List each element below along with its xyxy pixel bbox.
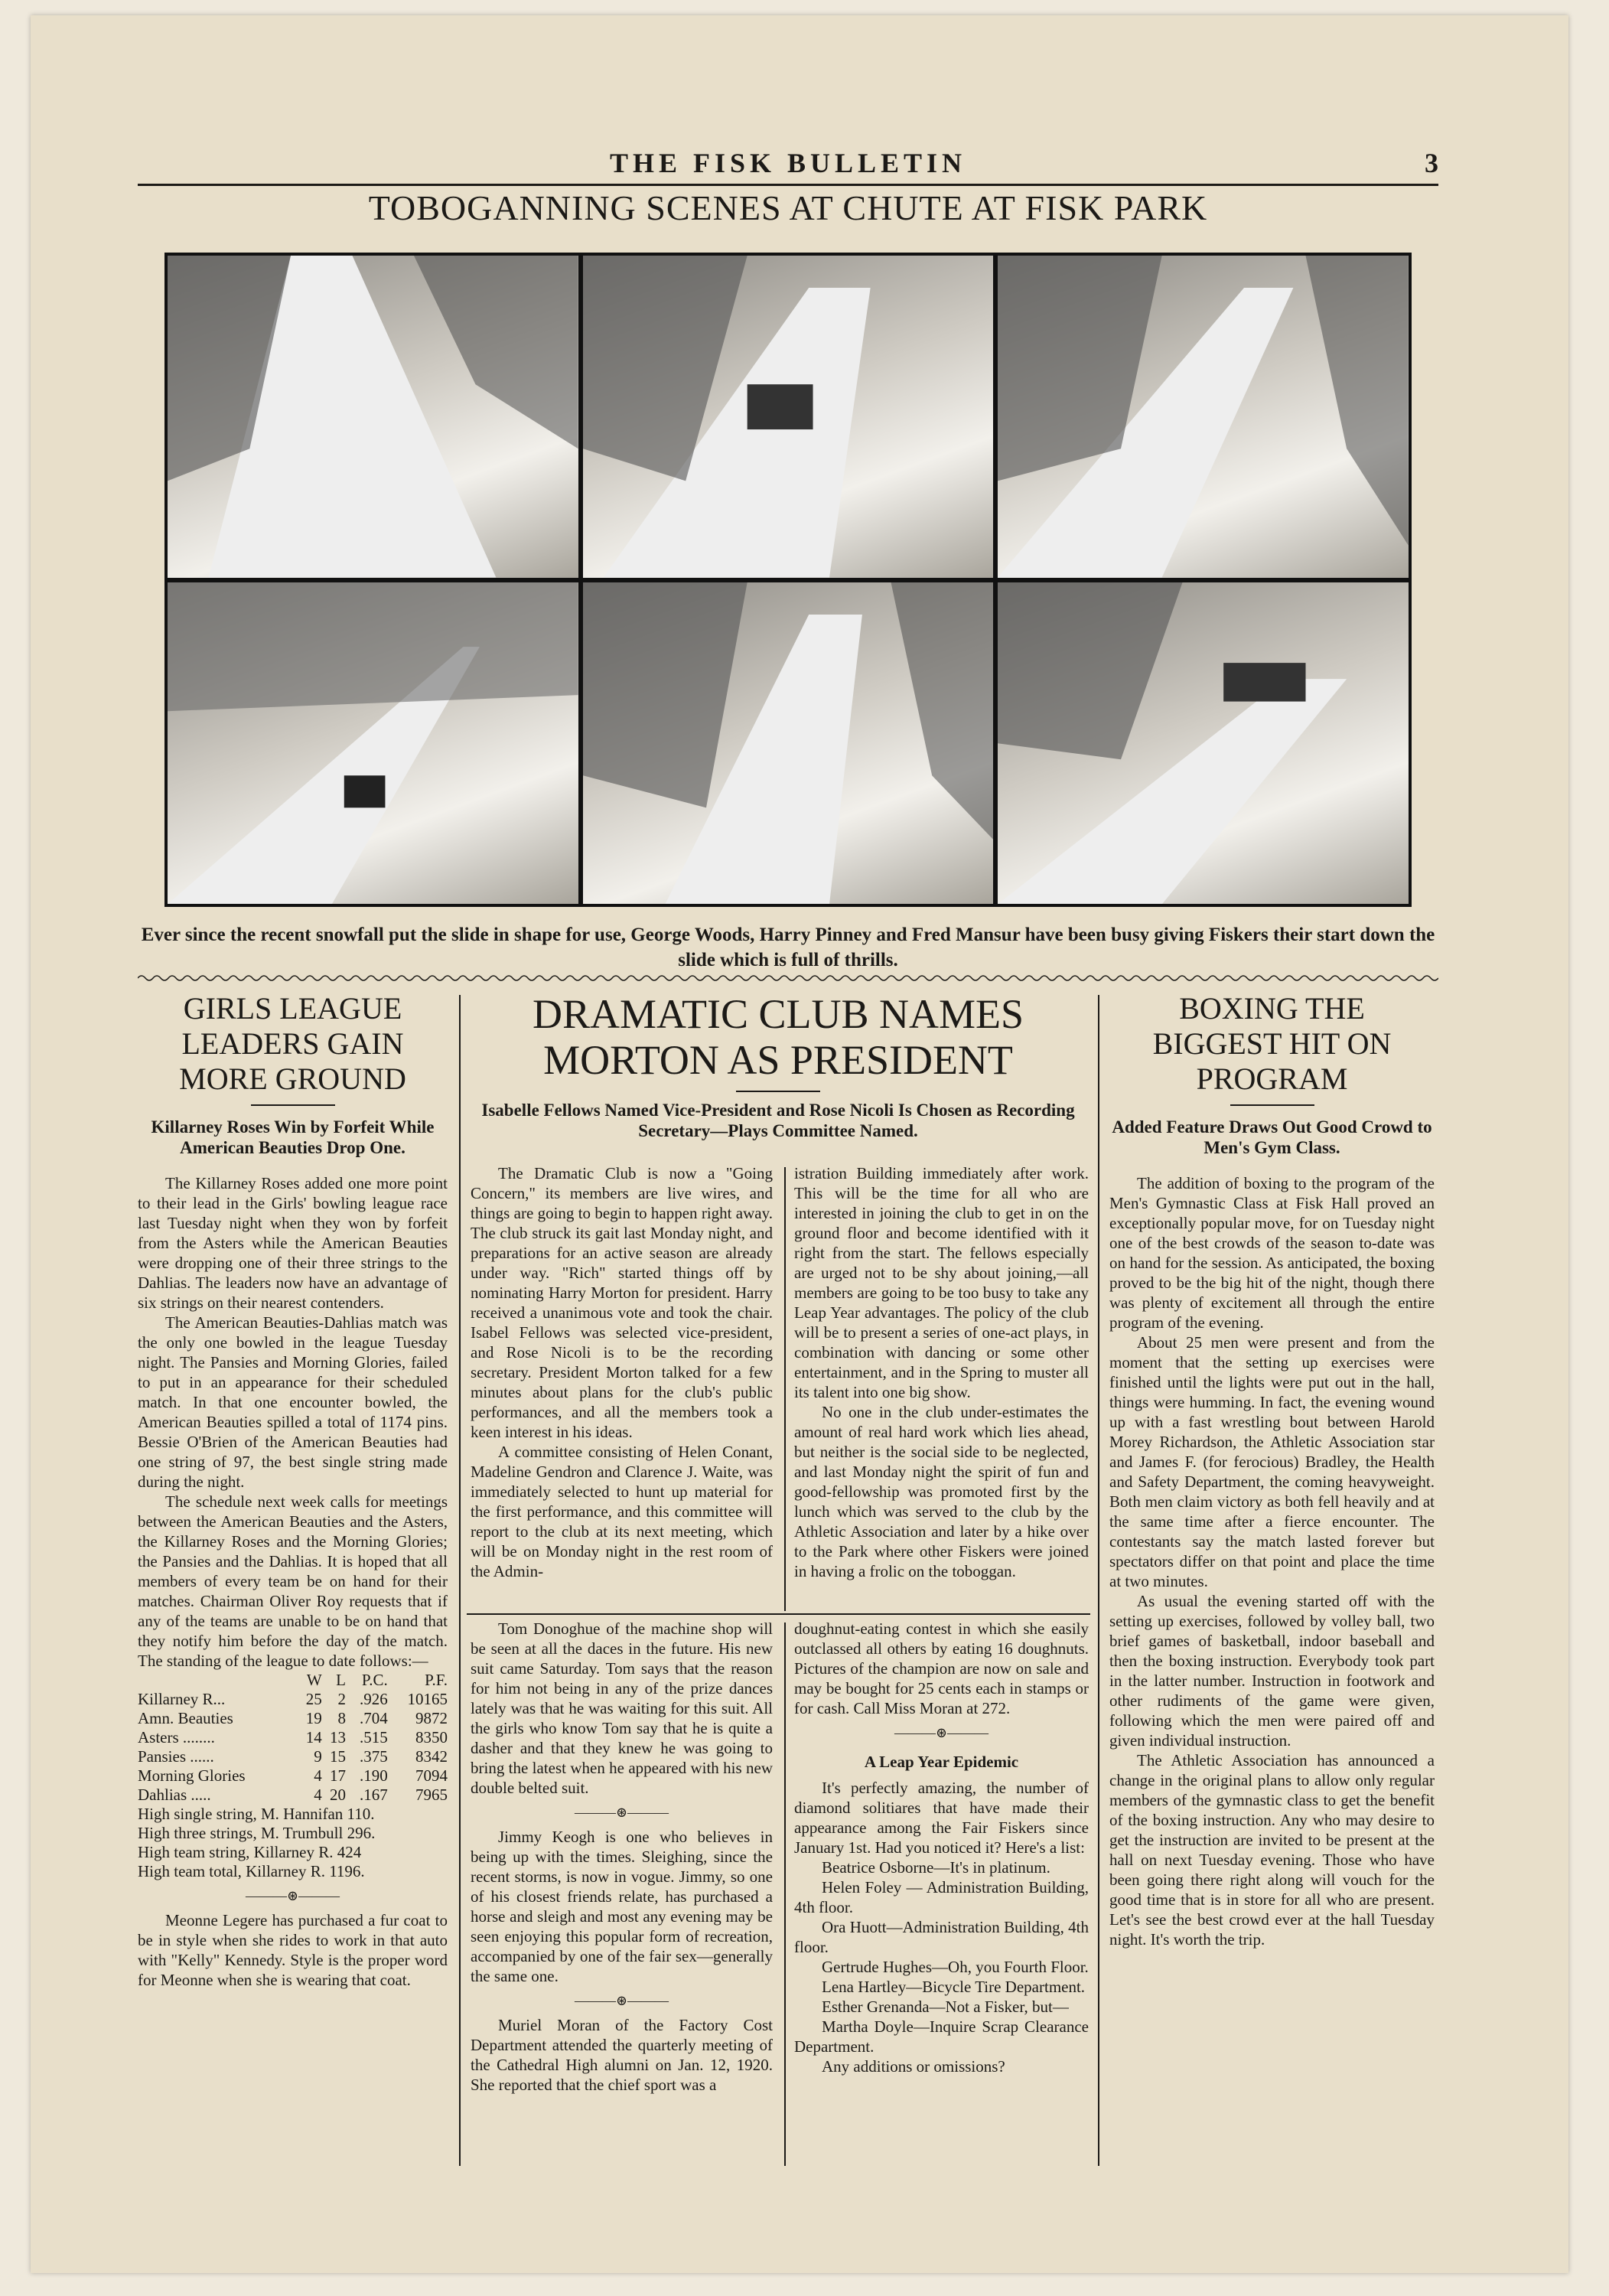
list-item: Martha Doyle—Inquire Scrap Clearance Department.: [794, 2017, 1089, 2056]
toboggan-photo: [168, 582, 578, 905]
cell: 8342: [415, 1747, 448, 1766]
standings-header: L: [336, 1671, 346, 1689]
table-row: [138, 1766, 448, 1786]
lower-center-column-a: [471, 1619, 773, 2095]
right-column: [1109, 991, 1435, 1949]
toboggan-photo: [583, 256, 994, 578]
table-row: [138, 1709, 448, 1728]
team-name: Morning Glories: [138, 1766, 246, 1785]
team-name: Dahlias .....: [138, 1786, 211, 1804]
cell: 17: [330, 1766, 346, 1785]
table-row: [138, 1690, 448, 1709]
column-rule: [784, 1167, 786, 1611]
team-name: Killarney R...: [138, 1690, 226, 1708]
cell: 13: [330, 1728, 346, 1746]
paragraph: The Dramatic Club is now a "Going Concern," its members are live wires, and things are going to begin to happen right away. The club struck its gait last Monday night, and preparations for an active season are already under way. "Rich" started things off by nominating Harry Morton for president. Harry received a unanimous vote and took the chair. Isabel Fellows was selected vice-president, and Rose Nicoli is to be the recording secretary. President Morton talked for a few minutes about plans for the club's public performances, and all the members took a keen interest in his ideas.: [471, 1164, 773, 1441]
column-rule: [784, 1623, 786, 2166]
paragraph: Muriel Moran of the Factory Cost Department attended the quarterly meeting of the Cathedral High alumni on Jan. 12, 1920. She reported that the chief sport was a: [471, 2016, 773, 2094]
right-subhead: Added Feature Draws Out Good Crowd to Men's Gym Class.: [1112, 1117, 1432, 1157]
right-headline: BOXING THE BIGGEST HIT ON PROGRAM: [1152, 991, 1392, 1096]
leap-year-title: A Leap Year Epidemic: [864, 1753, 1019, 1771]
cell: 7965: [415, 1786, 448, 1804]
paragraph: The schedule next week calls for meetings between the American Beauties and the Asters, the Killarney Roses and the Morning Glories; the Pansies and the Dahlias. It is hoped that all members of every team be on hand for their matches. Chairman Oliver Roy requests that if any of the teams are unable to be on hand that they notify him before the day of the match. The standing of the league to date follows:—: [138, 1492, 448, 1670]
paragraph: A committee consisting of Helen Conant, Madeline Gendron and Clarence J. Waite, was immediately selected to hunt up material for the first performance, and this committee will report to the club at its next meeting, which will be on Monday night in the rest room of the Admin-: [471, 1443, 773, 1580]
paragraph: The Killarney Roses added one more point to their lead in the Girls' bowling league race last Tuesday night when they won by forfeit from the Asters while the American Beauties were dropping one of their three strings to the Dahlias. The leaders now have an advantage of six strings on their nearest contenders.: [138, 1174, 448, 1312]
divider-ornament: ———⊛———: [574, 1805, 669, 1820]
center-column-b: [794, 1163, 1089, 1581]
center-column-a: [471, 1163, 773, 1581]
divider-ornament: ———⊛———: [894, 1725, 989, 1740]
cell: 4: [314, 1786, 322, 1804]
cell: 19: [305, 1709, 322, 1727]
divider-ornament: ———⊛———: [574, 1993, 669, 2008]
cell: 8: [337, 1709, 346, 1727]
short-rule: [736, 1091, 820, 1092]
paragraph: About 25 men were present and from the moment that the setting up exercises were finished until the lights were put out in the hall, things were humming. In fact, the evening wound up with a fast wrestling bout between Harold Morey Richardson, the Athletic Association star and James F. (for ferocious) Bradley, the Health and Safety Department, the coming heavyweight. Both men claim victory as both fell heavily and at the same time after a fierce encounter. The contestants say the match lasted forever but spectators differ on that point and place the time at two minutes.: [1109, 1333, 1435, 1590]
short-rule: [1230, 1104, 1314, 1106]
cell: .515: [360, 1728, 388, 1746]
left-subhead: Killarney Roses Win by Forfeit While American Beauties Drop One.: [151, 1117, 435, 1157]
toboggan-photo: [998, 582, 1409, 905]
standings-header: P.C.: [361, 1671, 388, 1689]
divider-ornament: ———⊛———: [245, 1888, 340, 1903]
cell: .190: [360, 1766, 388, 1785]
wavy-divider: [138, 974, 1438, 983]
short-rule: [251, 1104, 335, 1106]
paragraph: Jimmy Keogh is one who believes in being up with the times. Sleighing, since the recent storms, is now in vogue. Jimmy, so one of his closest friends relate, has purchased a horse and sleigh and most any evening may be seen enjoying this popular form of recreation, accompanied by one of the fair sex—generally the same one.: [471, 1828, 773, 1985]
photo-caption: Ever since the recent snowfall put the slide in shape for use, George Woods, Harry Pinney and Fred Mansur have been busy giving Fiskers their start down the slide which is full of thrills.: [141, 925, 1435, 970]
toboggan-photo: [168, 256, 578, 578]
publication-title: THE FISK BULLETIN: [609, 148, 967, 178]
paragraph: doughnut-eating contest in which she easily outclassed all others by eating 16 doughnuts. Pictures of the champion are now on sale and may be bought for 25 cents each in stamps or for cash. Call Miss Moran at 272.: [794, 1619, 1089, 1717]
team-name: Asters ........: [138, 1728, 215, 1746]
cell: 9872: [415, 1709, 448, 1727]
list-item: Ora Huott—Administration Building, 4th floor.: [794, 1918, 1089, 1956]
standings-header: P.F.: [425, 1671, 448, 1689]
cell: .167: [360, 1786, 388, 1804]
cell: 7094: [415, 1766, 448, 1785]
list-item: Lena Hartley—Bicycle Tire Department.: [822, 1978, 1086, 1996]
team-name: Pansies ......: [138, 1747, 214, 1766]
table-row: [138, 1747, 448, 1766]
list-item: Beatrice Osborne—It's in platinum.: [822, 1858, 1050, 1877]
page-number: 3: [1425, 148, 1438, 178]
cell: .375: [360, 1747, 388, 1766]
cell: 8350: [415, 1728, 448, 1746]
masthead: [138, 145, 1438, 186]
toboggan-photo: [583, 582, 994, 905]
paragraph: As usual the evening started off with the setting up exercises, followed by volley ball, two brief games of basketball, indoor baseball and then the boxing instruction. Everybody took part in the latter number. Instruction in footwork and other rudiments of the game were given, following which the men were paired off and given individual instruction.: [1109, 1592, 1435, 1750]
left-column: [138, 991, 448, 1990]
column-rule: [1098, 995, 1099, 2166]
center-headline: DRAMATIC CLUB NAMES MORTON AS PRESIDENT: [532, 991, 1024, 1083]
paragraph: The American Beauties-Dahlias match was the only one bowled in the league Tuesday night. The Pansies and Morning Glories, failed to put in an appearance for their scheduled match. In that one encounter bowled, the American Beauties spilled a total of 1174 pins. Bessie O'Brien of the American Beauties had one string of 97, the best single string made during the night.: [138, 1313, 448, 1491]
cell: 4: [314, 1766, 322, 1785]
photo-grid: [164, 253, 1412, 907]
cell: 9: [314, 1747, 322, 1766]
cell: 10165: [407, 1690, 448, 1708]
cell: 15: [330, 1747, 346, 1766]
league-record: High team total, Killarney R. 1196.: [138, 1862, 365, 1880]
paragraph: Meonne Legere has purchased a fur coat to be in style when she rides to work in that auto with "Kelly" Kennedy. Style is the proper word for Meonne when she is wearing that coat.: [138, 1911, 448, 1989]
list-item: Helen Foley — Administration Building, 4th floor.: [794, 1878, 1089, 1916]
paragraph: The addition of boxing to the program of the Men's Gymnastic Class at Fisk Hall proved an exceptionally popular move, for on Tuesday night one of the best crowds of the season to-date was on hand for the session. As anticipated, the boxing proved to be the big hit of the night, though there was plenty of excitement all through the entire program of the evening.: [1109, 1174, 1435, 1332]
lower-center-column-b: [794, 1619, 1089, 2076]
paragraph: The Athletic Association has announced a change in the original plans to allow only regular members of the gymnastic class to get the benefit of the boxing instruction. Any who may desire to get the instruction are invited to be present at the hall on next Tuesday evening. Those who have been going there right along will vouch for the good time that is in store for all who are present. Let's see the best crowd ever at the hall Tuesday night. It's worth the trip.: [1109, 1751, 1435, 1949]
left-headline: GIRLS LEAGUE LEADERS GAIN MORE GROUND: [179, 991, 406, 1096]
toboggan-photo: [998, 256, 1409, 578]
league-record: High team string, Killarney R. 424: [138, 1843, 362, 1861]
list-item: Any additions or omissions?: [822, 2057, 1005, 2076]
center-header: [468, 991, 1088, 1152]
table-row: [138, 1728, 448, 1747]
list-item: Esther Grenanda—Not a Fisker, but—: [822, 1998, 1069, 2016]
league-standings: [138, 1671, 448, 1881]
list-item: Gertrude Hughes—Oh, you Fourth Floor.: [822, 1958, 1089, 1976]
cell: .926: [360, 1690, 388, 1708]
cell: 20: [330, 1786, 346, 1804]
paragraph: No one in the club under-estimates the amount of real hard work which lies ahead, but neither is the social side to be neglected, and last Monday night the spirit of fun and good-fellowship was promoted first by the lunch which was served to the club by the Athletic Association and later by a hike over to the Park where other Fiskers were joined in having a frolic on the toboggan.: [794, 1403, 1089, 1580]
cell: 2: [337, 1690, 346, 1708]
section-rule: [467, 1613, 1090, 1615]
cell: .704: [360, 1709, 388, 1727]
paragraph: It's perfectly amazing, the number of diamond solitiares that have made their appearance among the Fair Fiskers since January 1st. Had you noticed it? Here's a list:: [794, 1779, 1089, 1857]
team-name: Amn. Beauties: [138, 1709, 233, 1727]
league-record: High three strings, M. Trumbull 296.: [138, 1824, 376, 1842]
paragraph: Tom Donoghue of the machine shop will be seen at all the daces in the future. His new suit came Saturday. Tom says that the reason for him not being in any of the prize dances lately was that he was waiting for this suit. All the girls who know Tom say that he is quite a dasher and that they knew he was going to bring the latest when he appeared with his new double belted suit.: [471, 1619, 773, 1797]
standings-header: W: [306, 1671, 322, 1689]
main-headline: TOBOGANNING SCENES AT CHUTE AT FISK PARK: [368, 188, 1208, 227]
paragraph: istration Building immediately after work. This will be the time for all who are interested in joining the club to get in on the ground floor and become identified with it right from the start. The fellows especially are urged not to be shy about joining,—all members are going to be too busy to take any Leap Year advantages. The policy of the club will be to present a series of one-act plays, in combination with dancing or some other entertainment, and in the Spring to muster all its talent into one big show.: [794, 1164, 1089, 1401]
table-row: [138, 1786, 448, 1805]
center-subhead: Isabelle Fellows Named Vice-President and Rose Nicoli Is Chosen as Recording Secretary—Plays Committee Named.: [481, 1101, 1075, 1140]
cell: 25: [305, 1690, 322, 1708]
column-rule: [459, 995, 461, 2166]
league-record: High single string, M. Hannifan 110.: [138, 1805, 375, 1823]
cell: 14: [305, 1728, 322, 1746]
